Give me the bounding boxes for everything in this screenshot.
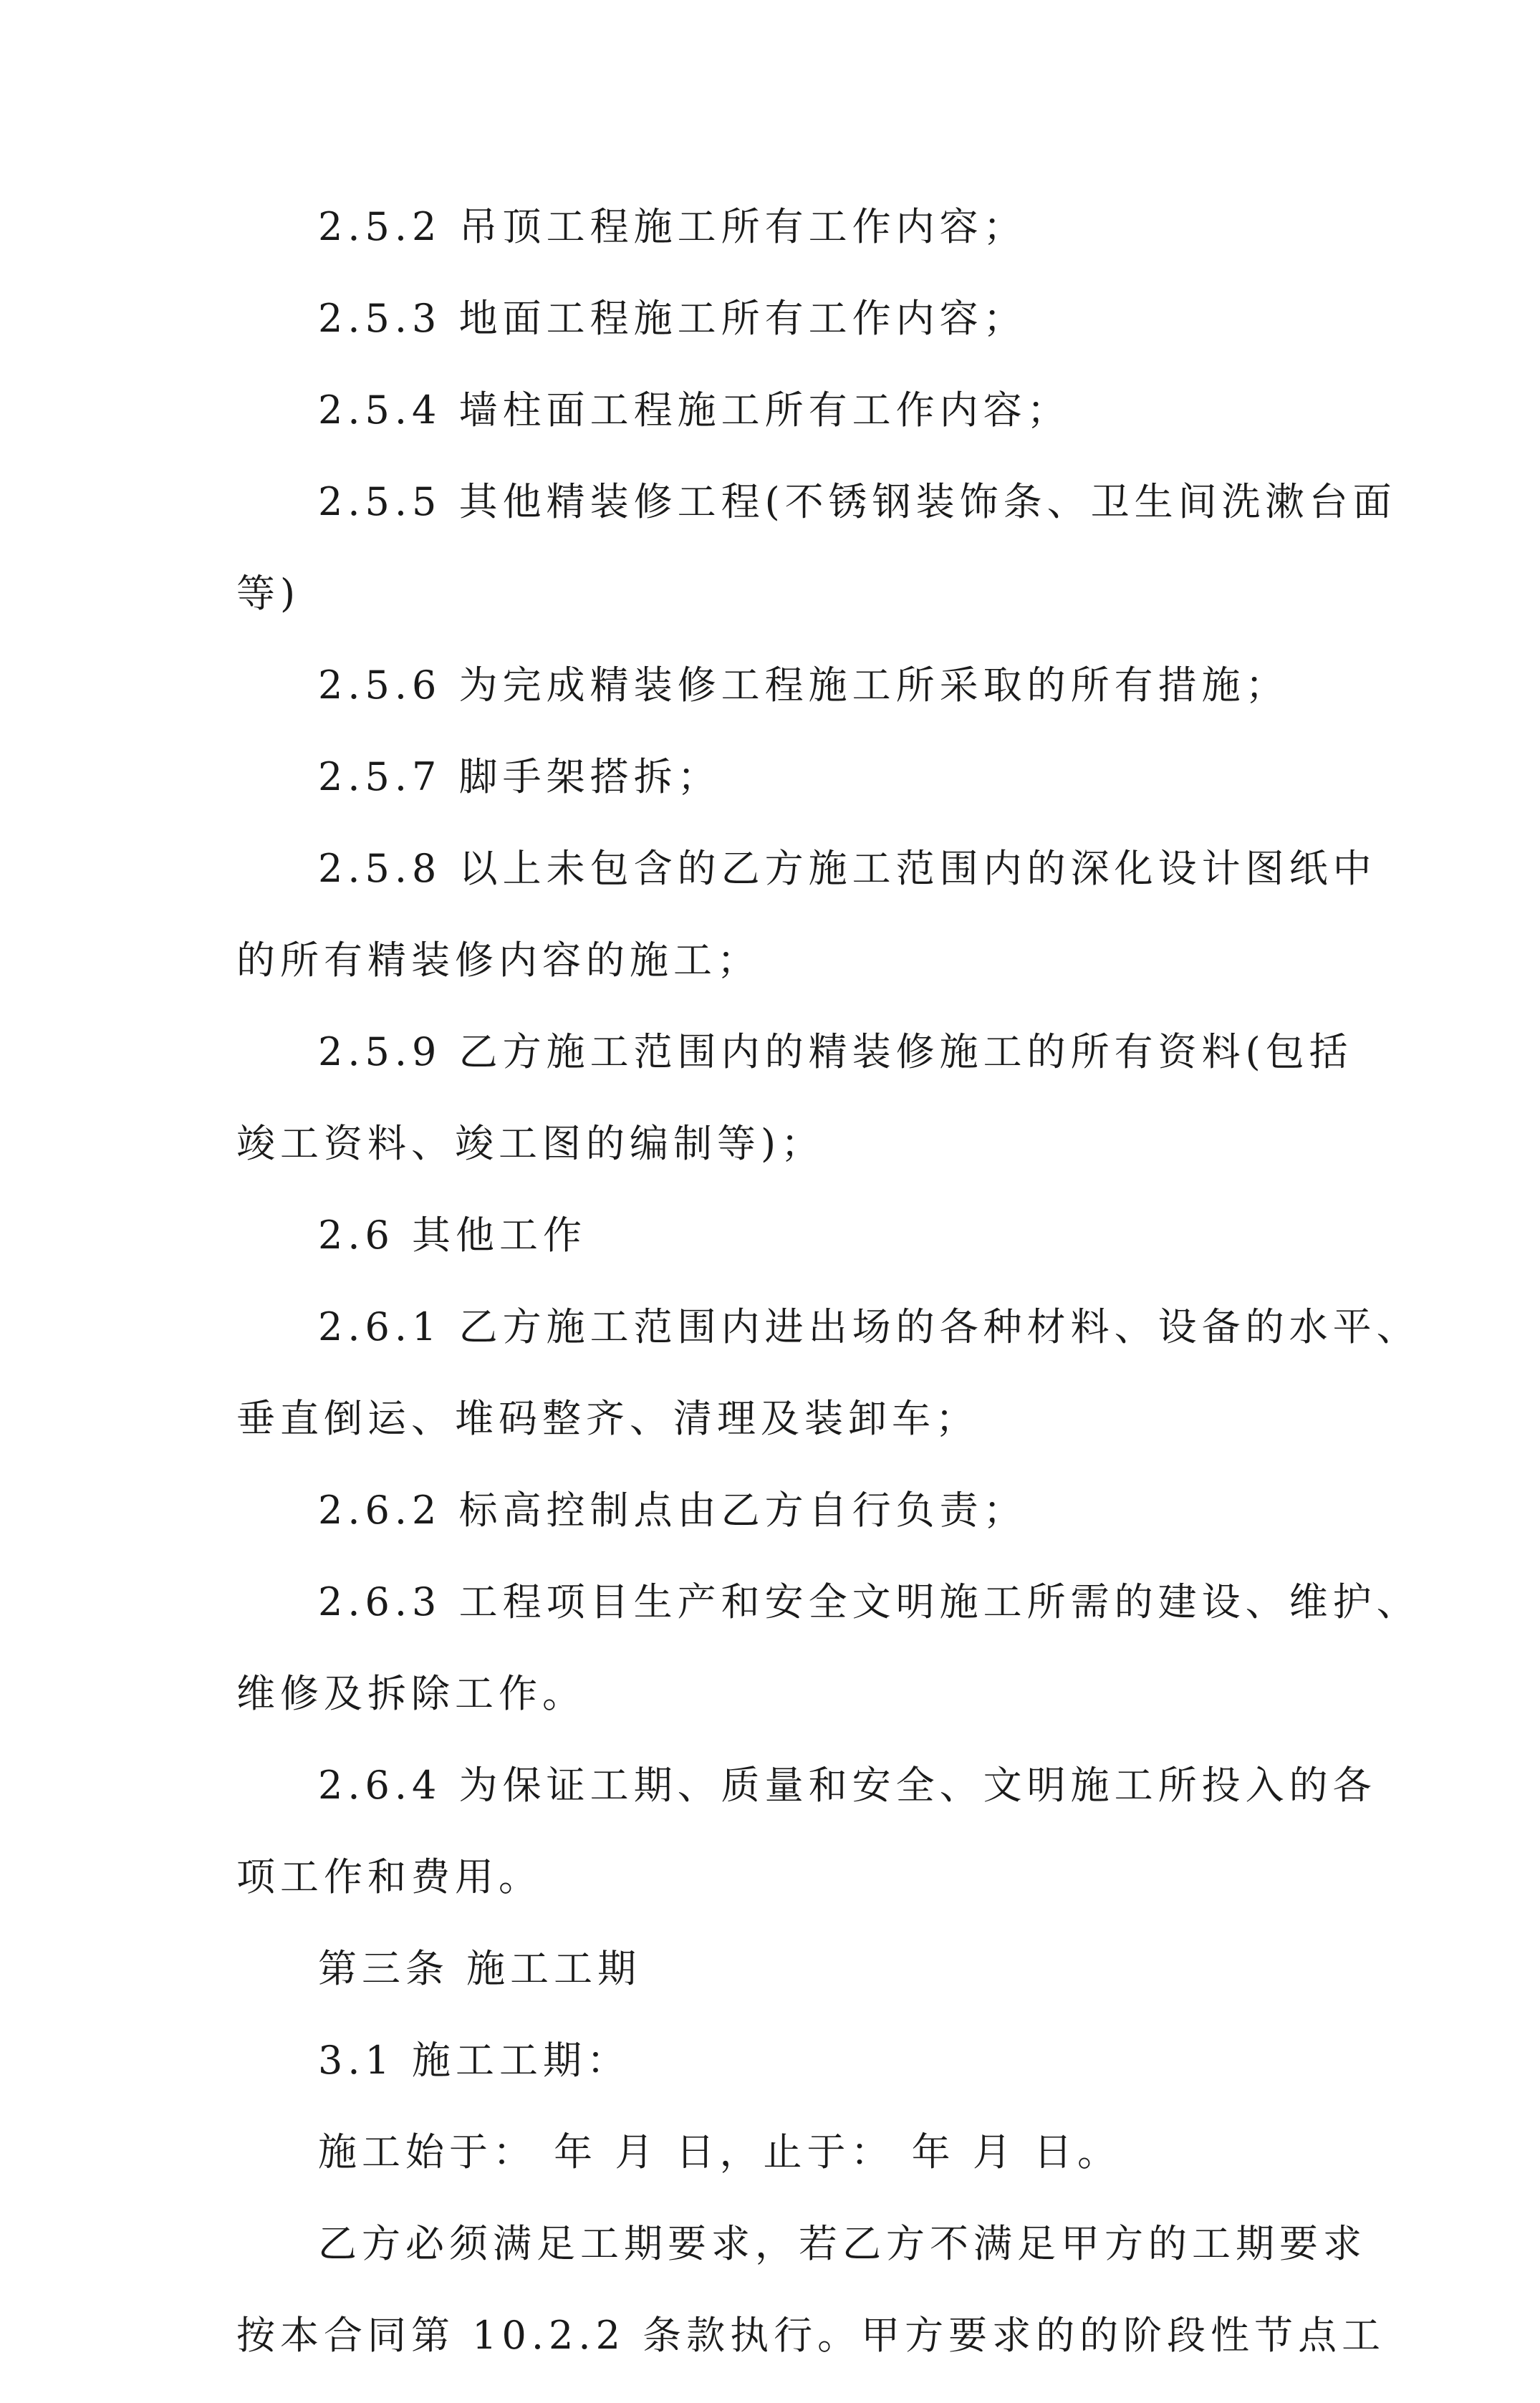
text-line: 2.6.1 乙方施工范围内进出场的各种材料、设备的水平、 xyxy=(318,1304,1420,1349)
text-line: 2.5.9 乙方施工范围内的精装修施工的所有资料(包括 xyxy=(318,1029,1353,1074)
document-body xyxy=(236,203,1420,2403)
text-line: 2.5.4 墙柱面工程施工所有工作内容； xyxy=(318,387,1071,433)
text-line: 等) xyxy=(236,571,301,616)
text-line: 3.1 施工工期： xyxy=(318,2038,631,2083)
text-line: 2.6.4 为保证工期、质量和安全、文明施工所投入的各 xyxy=(318,1763,1377,1808)
text-line: 施工始于： 年 月 日，止于： 年 月 日。 xyxy=(318,2129,1121,2175)
text-line: 乙方必须满足工期要求，若乙方不满足甲方的工期要求 xyxy=(318,2221,1367,2266)
text-line: 垂直倒运、堆码整齐、清理及装卸车； xyxy=(236,1396,979,1441)
text-line: 按本合同第 10.2.2 条款执行。甲方要求的的阶段性节点工 xyxy=(236,2313,1386,2358)
text-line: 2.6.2 标高控制点由乙方自行负责； xyxy=(318,1488,1027,1533)
text-line: 2.5.3 地面工程施工所有工作内容； xyxy=(318,296,1027,341)
text-line: 2.5.2 吊顶工程施工所有工作内容； xyxy=(318,204,1027,249)
text-line: 的所有精装修内容的施工； xyxy=(236,938,761,983)
text-line: 2.5.6 为完成精装修工程施工所采取的所有措施； xyxy=(318,663,1289,708)
text-line: 项工作和费用。 xyxy=(236,1854,542,1899)
article-heading: 第三条 施工工期 xyxy=(318,1946,642,1991)
text-line: 维修及拆除工作。 xyxy=(236,1671,586,1716)
text-line: 2.5.7 脚手架搭拆； xyxy=(318,754,721,799)
text-line: 竣工资料、竣工图的编制等)； xyxy=(236,1121,825,1166)
section-heading: 2.6 其他工作 xyxy=(318,1213,587,1258)
text-line: 2.5.5 其他精装修工程(不锈钢装饰条、卫生间洗漱台面 xyxy=(318,479,1397,524)
text-line: 2.6.3 工程项目生产和安全文明施工所需的建设、维护、 xyxy=(318,1579,1420,1624)
text-line: 2.5.8 以上未包含的乙方施工范围内的深化设计图纸中 xyxy=(318,846,1377,891)
